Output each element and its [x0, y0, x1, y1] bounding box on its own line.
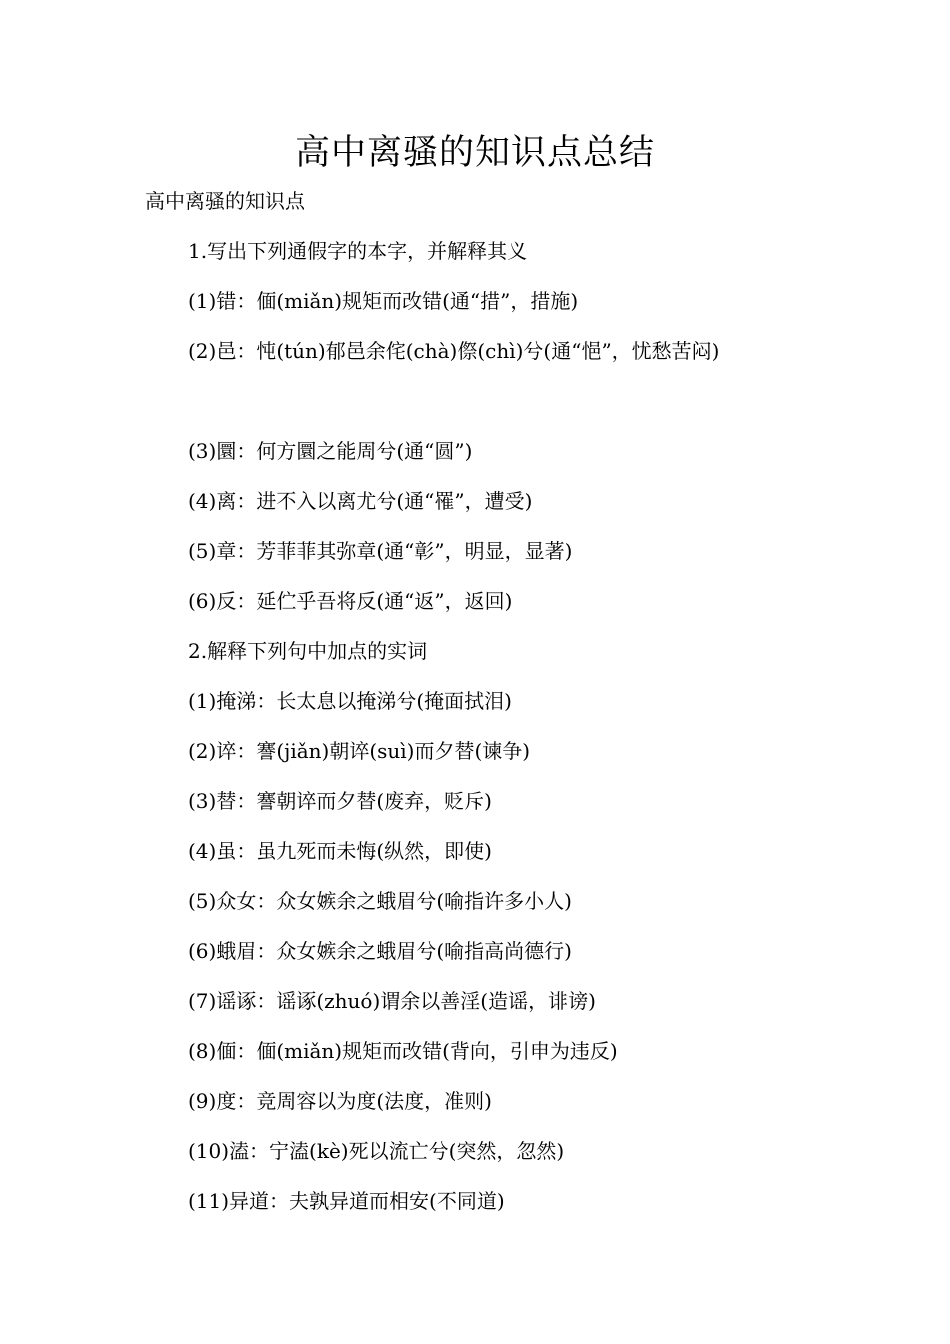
section1-item-6: (6)反：延伫乎吾将反(通“返”，返回)	[188, 589, 513, 613]
section2-item-6: (6)蛾眉：众女嫉余之蛾眉兮(喻指高尚德行)	[188, 939, 572, 963]
document-heading: 高中离骚的知识点	[145, 189, 305, 213]
section2-item-7: (7)谣诼：谣诼(zhuó)谓余以善淫(造谣，诽谤)	[188, 989, 596, 1013]
section2-item-2: (2)谇：謇(jiǎn)朝谇(suì)而夕替(谏争)	[188, 739, 531, 763]
section1-item-4: (4)离：进不入以离尤兮(通“罹”，遭受)	[188, 489, 533, 513]
section2-item-10: (10)溘：宁溘(kè)死以流亡兮(突然，忽然)	[188, 1139, 565, 1163]
section1-item-2: (2)邑：忳(tún)郁邑余侘(chà)傺(chì)兮(通“悒”，忧愁苦闷)	[188, 339, 720, 363]
section2-item-8: (8)偭：偭(miǎn)规矩而改错(背向，引申为违反)	[188, 1039, 618, 1063]
section2-item-1: (1)掩涕：长太息以掩涕兮(掩面拭泪)	[188, 689, 512, 713]
section1-item-3: (3)圜：何方圜之能周兮(通“圆”)	[188, 439, 473, 463]
section1-heading: 1.写出下列通假字的本字，并解释其义	[188, 239, 528, 263]
section1-item-1: (1)错：偭(miǎn)规矩而改错(通“措”，措施)	[188, 289, 579, 313]
section2-item-9: (9)度：竞周容以为度(法度，准则)	[188, 1089, 492, 1113]
section2-heading: 2.解释下列句中加点的实词	[188, 639, 428, 663]
section1-item-5: (5)章：芳菲菲其弥章(通“彰”，明显，显著)	[188, 539, 573, 563]
section2-item-3: (3)替：謇朝谇而夕替(废弃，贬斥)	[188, 789, 492, 813]
document-title: 高中离骚的知识点总结	[294, 133, 655, 173]
section2-item-5: (5)众女：众女嫉余之蛾眉兮(喻指许多小人)	[188, 889, 572, 913]
section2-item-4: (4)虽：虽九死而未悔(纵然，即使)	[188, 839, 492, 863]
section2-item-11: (11)异道：夫孰异道而相安(不同道)	[188, 1189, 505, 1213]
